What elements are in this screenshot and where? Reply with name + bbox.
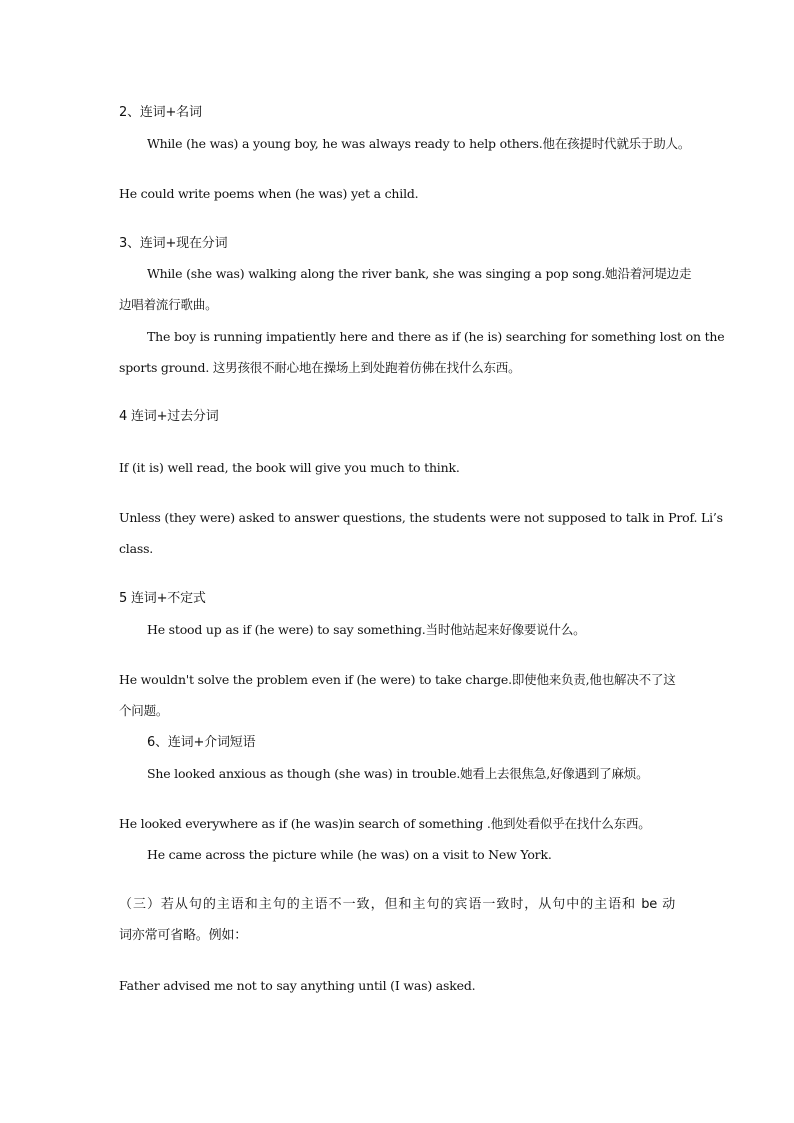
section-5-example-1: He stood up as if (he were) to say something.当时他站起来好像要说什么。 [147,622,586,637]
section-three-note-line-2: 词亦常可省略。例如： [119,928,248,943]
section-3-example-1-line-2: 边唱着流行歌曲。 [119,297,218,312]
section-6-heading: 6、连词+介词短语 [147,735,256,750]
section-2-example-1: While (he was) a young boy, he was always ready to help others.他在孩提时代就乐于助人。 [147,136,691,151]
section-2-heading: 2、连词+名词 [119,105,202,120]
section-4-heading: 4 连词+过去分词 [119,409,219,424]
section-6-example-3: He came across the picture while (he was) on a visit to New York. [147,847,552,862]
section-5-heading: 5 连词+不定式 [119,591,206,606]
section-6-example-1: She looked anxious as though (she was) in trouble.她看上去很焦急,好像遇到了麻烦。 [147,766,649,781]
section-4-example-2-line-2: class. [119,541,154,556]
section-three-example-1: Father advised me not to say anything until (I was) asked. [119,978,476,993]
section-5-example-2-line-2: 个问题。 [119,703,169,718]
section-4-example-1: If (it is) well read, the book will give you much to think. [119,460,460,475]
section-5-example-2-line-1: He wouldn't solve the problem even if (he were) to take charge.即使他来负责,他也解决不了这 [119,672,676,687]
section-3-example-1-line-1: While (she was) walking along the river bank, she was singing a pop song.她沿着河堤边走 [147,266,692,281]
section-6-example-2: He looked everywhere as if (he was)in search of something .他到处看似乎在找什么东西。 [119,816,651,831]
section-2-example-2: He could write poems when (he was) yet a child. [119,186,419,201]
section-3-example-2-line-1: The boy is running impatiently here and there as if (he is) searching for something lost on the [147,329,725,344]
section-4-example-2-line-1: Unless (they were) asked to answer questions, the students were not supposed to talk in Prof. Li’s [119,510,723,525]
section-three-note-line-1: （三）若从句的主语和主句的主语不一致，但和主句的宾语一致时，从句中的主语和 be 动 [119,897,675,912]
section-3-example-2-line-2: sports ground. 这男孩很不耐心地在操场上到处跑着仿佛在找什么东西。 [119,360,521,375]
section-3-heading: 3、连词+现在分词 [119,236,228,251]
